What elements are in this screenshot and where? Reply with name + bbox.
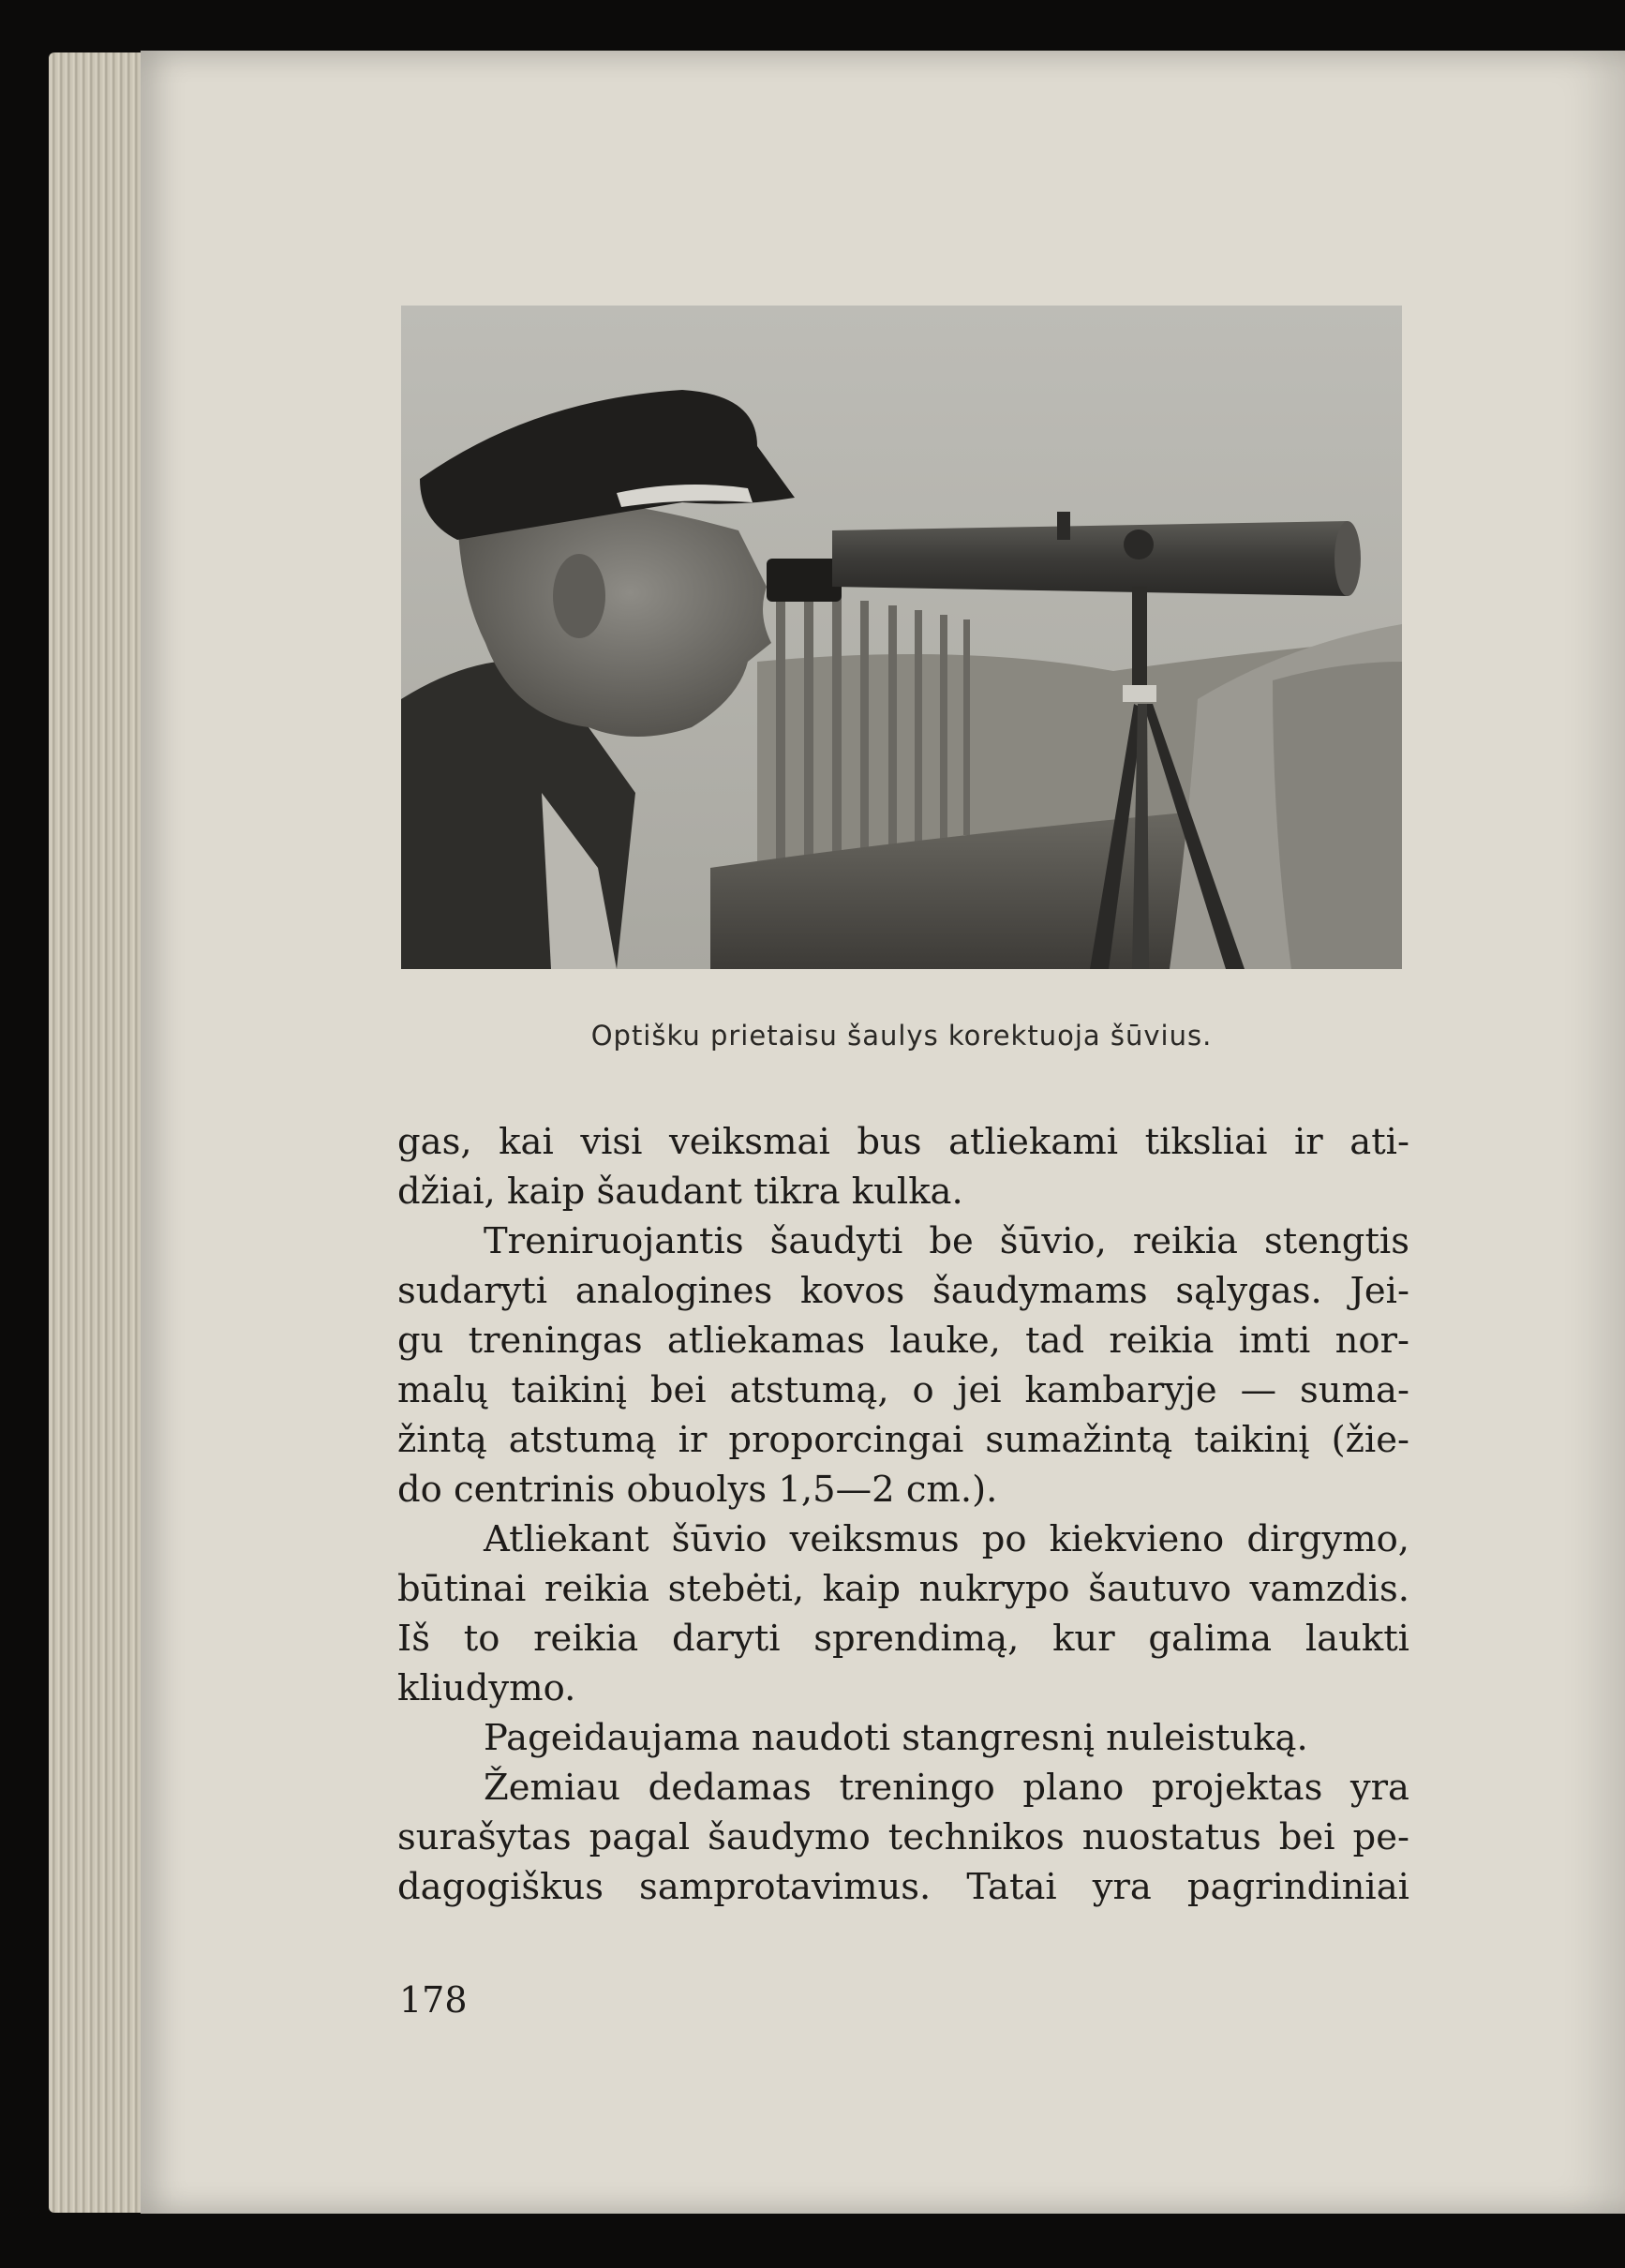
page-number: 178 — [399, 1979, 468, 2021]
text-line: sudaryti analogines kovos šaudymams sąlygas. Jei- — [397, 1270, 1409, 1312]
photo-marksman-with-spotting-scope — [401, 306, 1402, 969]
text-line: žintą atstumą ir proporcingai sumažintą taikinį (žie- — [397, 1419, 1409, 1461]
body-text — [397, 1117, 1409, 1912]
text-line: dagogiškus samprotavimus. Tatai yra pagrindiniai — [397, 1866, 1409, 1908]
photo-caption: Optišku prietaisu šaulys korektuoja šūvius. — [590, 1020, 1213, 1052]
text-line: būtinai reikia stebėti, kaip nukrypo šautuvo vamzdis. — [397, 1568, 1409, 1610]
text-line: kliudymo. — [397, 1667, 576, 1709]
text-line: surašytas pagal šaudymo technikos nuostatus bei pe- — [397, 1816, 1409, 1858]
photo-illustration — [401, 306, 1402, 969]
text-line: malų taikinį bei atstumą, o jei kambaryje — suma- — [397, 1369, 1409, 1411]
text-line: do centrinis obuolys 1,5—2 cm.). — [397, 1469, 998, 1511]
text-line: Pageidaujama naudoti stangresnį nuleistuką. — [484, 1717, 1308, 1759]
text-line: gu treningas atliekamas lauke, tad reikia imti nor- — [397, 1320, 1409, 1362]
text-line: Žemiau dedamas treningo plano projektas yra — [484, 1767, 1409, 1809]
text-line: džiai, kaip šaudant tikra kulka. — [397, 1171, 963, 1213]
text-line: Atliekant šūvio veiksmus po kiekvieno dirgymo, — [484, 1518, 1409, 1560]
text-line: Treniruojantis šaudyti be šūvio, reikia stengtis — [484, 1220, 1409, 1262]
text-line: Iš to reikia daryti sprendimą, kur galima laukti — [397, 1618, 1409, 1660]
text-line: gas, kai visi veiksmai bus atliekami tiksliai ir ati- — [397, 1121, 1409, 1163]
